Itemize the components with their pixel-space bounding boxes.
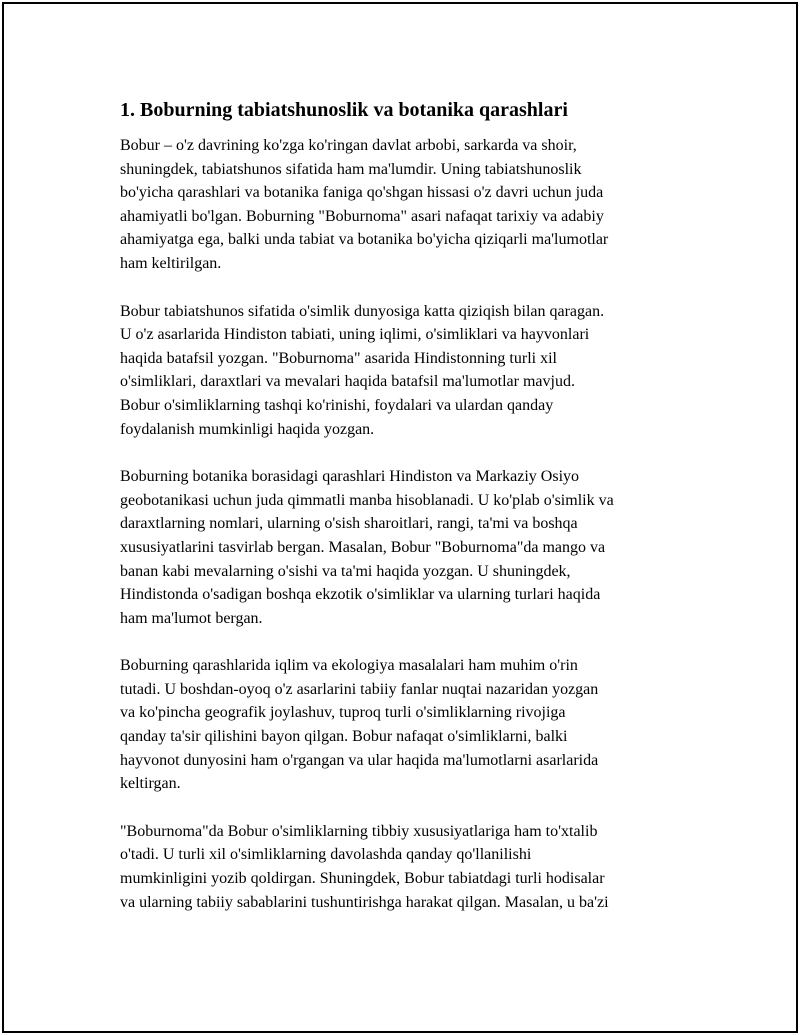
paragraph-3: Boburning botanika borasidagi qarashlari Hindiston va Markaziy Osiyo geobotanikasi uchun juda qimmatli manba hisoblanadi. U ko'plab o'simlik va daraxtlarning nomlari, ularning o'sish sharoitlari, rangi, ta'mi va boshqa xususiyatlarini tasvirlab bergan. Masalan, Bobur "Boburnoma"da mango va banan kabi mevalarning o'sishi va ta'mi haqida yozgan. U shuningdek, Hindistonda o'sadigan boshqa ekzotik o'simliklar va ularning turlari haqida ham ma'lumot bergan. <box>120 468 614 627</box>
document-body <box>120 96 690 938</box>
document-page <box>2 2 798 1033</box>
paragraph-4: Boburning qarashlarida iqlim va ekologiya masalalari ham muhim o'rin tutadi. U boshdan-oyoq o'z asarlarini tabiiy fanlar nuqtai nazaridan yozgan va ko'pincha geografik joylashuv, tuproq turli o'simliklarning rivojiga qanday ta'sir qilishini bayon qilgan. Bobur nafaqat o'simliklarni, balki hayvonot dunyosini ham o'rgangan va ular haqida ma'lumotlarni asarlarida keltirgan. <box>120 657 599 793</box>
section-heading: 1. Boburning tabiatshunoslik va botanika qarashlari <box>120 99 568 121</box>
paragraph-1: Bobur – o'z davrining ko'zga ko'ringan davlat arbobi, sarkarda va shoir, shuningdek, tabiatshunos sifatida ham ma'lumdir. Uning tabiatshunoslik bo'yicha qarashlari va botanika faniga qo'shgan hissasi o'z davri uchun juda ahamiyatli bo'lgan. Boburning "Boburnoma" asari nafaqat tarixiy va adabiy ahamiyatga ega, balki unda tabiat va botanika bo'yicha qiziqarli ma'lumotlar ham keltirilgan. <box>120 137 609 272</box>
paragraph-2: Bobur tabiatshunos sifatida o'simlik dunyosiga katta qiziqish bilan qaragan. U o'z asarlarida Hindiston tabiati, uning iqlimi, o'simliklari va hayvonlari haqida batafsil yozgan. "Boburnoma" asarida Hindistonning turli xil o'simliklari, daraxtlari va mevalari haqida batafsil ma'lumotlar mavjud. Bobur o'simliklarning tashqi ko'rinishi, foydalari va ulardan qanday foydalanish mumkinligi haqida yozgan. <box>120 302 605 438</box>
paragraph-5: "Boburnoma"da Bobur o'simliklarning tibbiy xususiyatlariga ham to'xtalib o'tadi. U turli xil o'simliklarning davolashda qanday qo'llanilishi mumkinligini yozib qoldirgan. Shuningdek, Bobur tabiatdagi turli hodisalar va ularning tabiiy sabablarini tushuntirishga harakat qilgan. Masalan, u ba'zi <box>120 822 609 911</box>
